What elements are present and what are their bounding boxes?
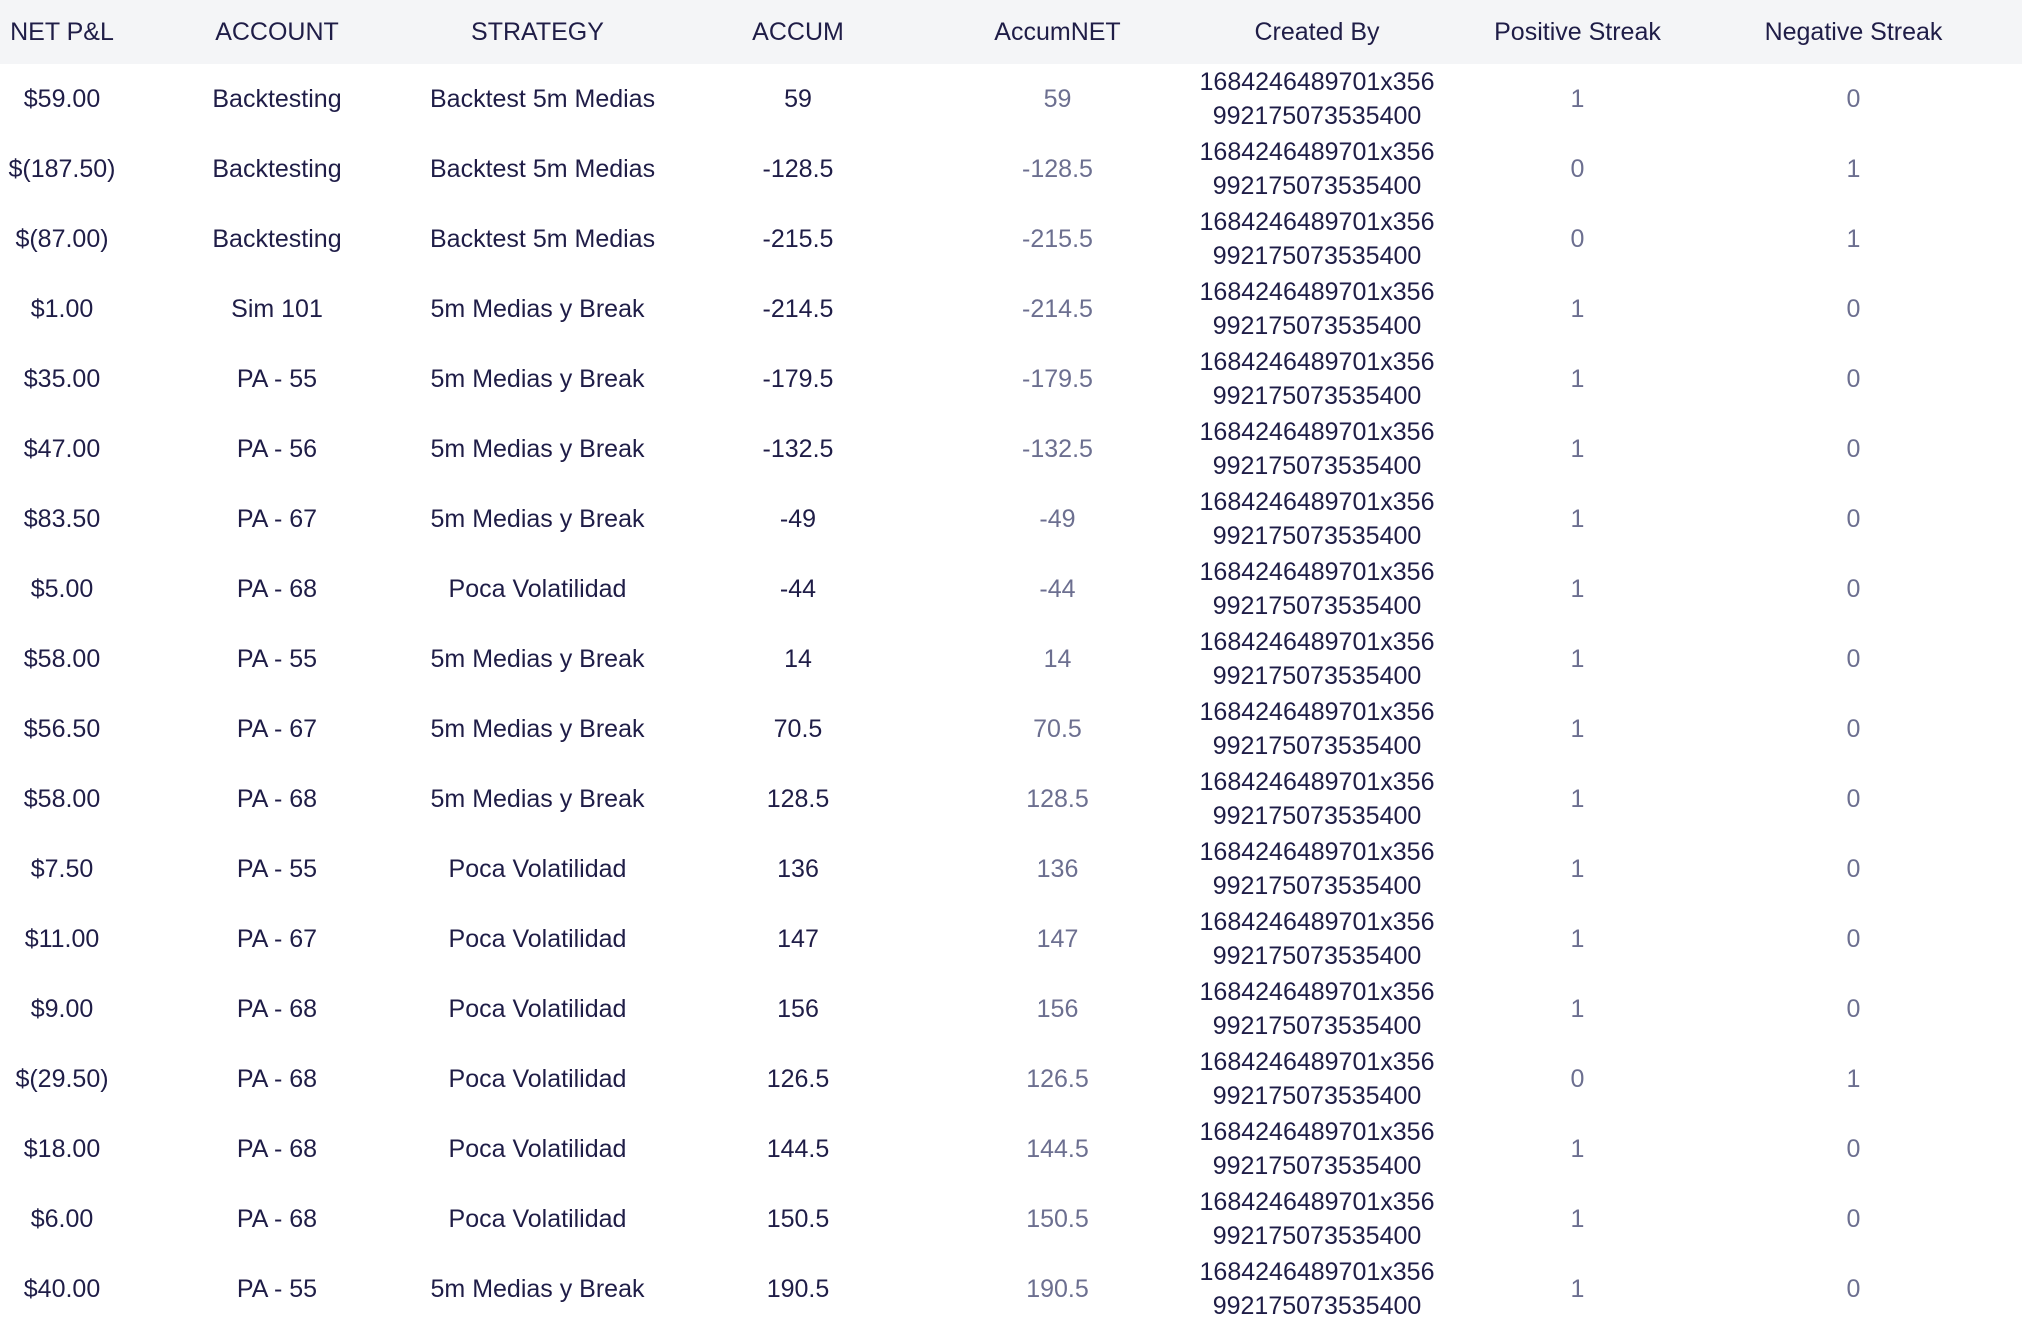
cell-negative-streak: 0 [1846, 504, 1861, 533]
cell-accum: 126.5 [766, 1064, 830, 1093]
cell-accum: 150.5 [766, 1204, 830, 1233]
created-by-line-1: 1684246489701x356 [1199, 68, 1435, 96]
cell-negative-streak: 0 [1846, 574, 1861, 603]
table-row[interactable] [0, 414, 2022, 484]
cell-strategy: 5m Medias y Break [430, 784, 645, 813]
created-by-line-1: 1684246489701x356 [1199, 978, 1435, 1006]
table-row[interactable] [0, 344, 2022, 414]
cell-strategy: Poca Volatilidad [448, 1134, 627, 1163]
cell-accum: -49 [779, 504, 817, 533]
cell-net-pnl: $47.00 [23, 434, 101, 463]
cell-negative-streak: 0 [1846, 1134, 1861, 1163]
cell-account: PA - 56 [236, 434, 318, 463]
cell-accumnet: 144.5 [1026, 1134, 1089, 1163]
cell-created-by [1164, 414, 1470, 484]
created-by-line-1: 1684246489701x356 [1199, 348, 1435, 376]
cell-net-pnl: $11.00 [24, 924, 100, 953]
cell-created-by [1164, 904, 1470, 974]
cell-strategy: 5m Medias y Break [430, 434, 645, 463]
created-by-line-1: 1684246489701x356 [1199, 1188, 1435, 1216]
created-by-line-1: 1684246489701x356 [1199, 208, 1435, 236]
cell-accumnet: 128.5 [1026, 784, 1089, 813]
cell-positive-streak: 1 [1570, 294, 1585, 323]
cell-created-by [1164, 1114, 1470, 1184]
cell-accum: -214.5 [762, 294, 834, 323]
cell-created-by [1164, 344, 1470, 414]
cell-created-by [1164, 624, 1470, 694]
cell-created-by [1164, 764, 1470, 834]
cell-created-by [1164, 1044, 1470, 1114]
cell-accum: -215.5 [762, 224, 834, 253]
cell-accum: 14 [784, 644, 812, 673]
created-by-line-1: 1684246489701x356 [1199, 838, 1435, 866]
cell-created-by [1164, 484, 1470, 554]
cell-positive-streak: 1 [1570, 854, 1585, 883]
cell-accumnet: 70.5 [1033, 714, 1082, 743]
created-by-line-1: 1684246489701x356 [1199, 908, 1435, 936]
cell-accum: 144.5 [766, 1134, 830, 1163]
table-row[interactable] [0, 624, 2022, 694]
cell-net-pnl: $83.50 [23, 504, 101, 533]
table-row[interactable] [0, 904, 2022, 974]
cell-accum: 128.5 [766, 784, 830, 813]
cell-strategy: 5m Medias y Break [430, 1274, 645, 1303]
cell-accumnet: 150.5 [1026, 1204, 1089, 1233]
created-by-line-2: 992175073535400 [1212, 1152, 1422, 1180]
cell-negative-streak: 0 [1846, 644, 1861, 673]
cell-positive-streak: 1 [1570, 644, 1585, 673]
cell-strategy: 5m Medias y Break [430, 644, 645, 673]
cell-positive-streak: 1 [1570, 714, 1585, 743]
cell-accumnet: 14 [1043, 644, 1072, 673]
cell-accum: -132.5 [762, 434, 834, 463]
cell-negative-streak: 0 [1846, 434, 1861, 463]
created-by-line-2: 992175073535400 [1212, 312, 1422, 340]
cell-accum: -44 [779, 574, 817, 603]
created-by-line-1: 1684246489701x356 [1199, 1118, 1435, 1146]
cell-positive-streak: 1 [1570, 994, 1585, 1023]
table-row[interactable] [0, 694, 2022, 764]
created-by-line-2: 992175073535400 [1212, 172, 1422, 200]
created-by-line-2: 992175073535400 [1212, 1222, 1422, 1250]
cell-net-pnl: $40.00 [23, 1274, 101, 1303]
cell-negative-streak: 0 [1846, 784, 1861, 813]
cell-strategy: 5m Medias y Break [430, 364, 645, 393]
created-by-line-2: 992175073535400 [1212, 942, 1422, 970]
created-by-line-2: 992175073535400 [1212, 592, 1422, 620]
created-by-line-2: 992175073535400 [1212, 732, 1422, 760]
cell-negative-streak: 1 [1846, 154, 1861, 183]
table-header [0, 0, 2022, 64]
cell-accumnet: 126.5 [1026, 1064, 1089, 1093]
created-by-line-1: 1684246489701x356 [1199, 768, 1435, 796]
cell-created-by [1164, 834, 1470, 904]
column-header-negative-streak[interactable]: Negative Streak [1764, 17, 1943, 46]
cell-negative-streak: 0 [1846, 854, 1861, 883]
table-row[interactable] [0, 484, 2022, 554]
cell-accumnet: 59 [1043, 84, 1072, 113]
cell-positive-streak: 0 [1570, 224, 1585, 253]
cell-account: PA - 55 [236, 644, 318, 673]
created-by-line-1: 1684246489701x356 [1199, 628, 1435, 656]
cell-created-by [1164, 694, 1470, 764]
table-row[interactable] [0, 1254, 2022, 1324]
cell-accumnet: -49 [1039, 504, 1076, 533]
table-row[interactable] [0, 274, 2022, 344]
cell-net-pnl: $9.00 [30, 994, 94, 1023]
created-by-line-2: 992175073535400 [1212, 1292, 1422, 1320]
created-by-line-2: 992175073535400 [1212, 242, 1422, 270]
table-row[interactable] [0, 204, 2022, 274]
cell-account: PA - 68 [236, 1204, 318, 1233]
created-by-line-1: 1684246489701x356 [1199, 558, 1435, 586]
cell-accumnet: 147 [1036, 924, 1079, 953]
created-by-line-1: 1684246489701x356 [1199, 488, 1435, 516]
cell-positive-streak: 1 [1570, 84, 1585, 113]
cell-created-by [1164, 974, 1470, 1044]
cell-accumnet: -215.5 [1022, 224, 1093, 253]
cell-created-by [1164, 274, 1470, 344]
header-row [0, 0, 2022, 64]
cell-account: Backtesting [212, 154, 342, 183]
cell-negative-streak: 0 [1846, 924, 1861, 953]
cell-negative-streak: 0 [1846, 364, 1861, 393]
cell-strategy: Backtest 5m Medias [430, 84, 656, 113]
cell-net-pnl: $59.00 [23, 84, 101, 113]
cell-account: Sim 101 [231, 294, 323, 323]
cell-strategy: 5m Medias y Break [430, 714, 645, 743]
cell-account: PA - 68 [236, 784, 318, 813]
column-header-strategy[interactable]: STRATEGY [471, 17, 604, 46]
cell-positive-streak: 1 [1570, 574, 1585, 603]
cell-account: Backtesting [212, 84, 342, 113]
cell-strategy: Poca Volatilidad [448, 994, 627, 1023]
cell-accumnet: 156 [1036, 994, 1079, 1023]
cell-account: PA - 68 [236, 574, 318, 603]
cell-created-by [1164, 204, 1470, 274]
created-by-line-1: 1684246489701x356 [1199, 1048, 1435, 1076]
cell-accum: 156 [777, 994, 819, 1023]
cell-strategy: Poca Volatilidad [448, 854, 627, 883]
cell-created-by [1164, 1184, 1470, 1254]
cell-strategy: 5m Medias y Break [430, 294, 645, 323]
created-by-line-1: 1684246489701x356 [1199, 1258, 1435, 1286]
cell-account: PA - 67 [236, 714, 318, 743]
created-by-line-1: 1684246489701x356 [1199, 278, 1435, 306]
cell-strategy: Poca Volatilidad [448, 1204, 627, 1233]
cell-accum: -128.5 [762, 154, 834, 183]
cell-strategy: Poca Volatilidad [448, 1064, 627, 1093]
created-by-line-2: 992175073535400 [1212, 872, 1422, 900]
cell-account: PA - 68 [236, 1134, 318, 1163]
cell-account: PA - 55 [236, 854, 318, 883]
cell-positive-streak: 1 [1570, 1274, 1585, 1303]
cell-net-pnl: $5.00 [30, 574, 94, 603]
cell-positive-streak: 0 [1570, 1064, 1585, 1093]
created-by-line-2: 992175073535400 [1212, 102, 1422, 130]
cell-account: PA - 55 [236, 1274, 318, 1303]
column-header-created-by[interactable]: Created By [1254, 17, 1380, 46]
cell-positive-streak: 1 [1570, 1204, 1585, 1233]
cell-positive-streak: 1 [1570, 924, 1585, 953]
cell-accumnet: -44 [1039, 574, 1076, 603]
table-row[interactable] [0, 1044, 2022, 1114]
cell-net-pnl: $6.00 [30, 1204, 94, 1233]
cell-strategy: 5m Medias y Break [430, 504, 645, 533]
created-by-line-2: 992175073535400 [1212, 452, 1422, 480]
cell-created-by [1164, 64, 1470, 134]
cell-accum: 59 [784, 84, 812, 113]
cell-created-by [1164, 1254, 1470, 1324]
cell-accumnet: -214.5 [1022, 294, 1093, 323]
cell-account: PA - 67 [236, 924, 318, 953]
cell-account: PA - 55 [236, 364, 318, 393]
cell-account: PA - 68 [236, 994, 318, 1023]
cell-net-pnl: $56.50 [23, 714, 101, 743]
column-header-account[interactable]: ACCOUNT [215, 17, 339, 46]
cell-accumnet: -179.5 [1022, 364, 1093, 393]
cell-account: PA - 67 [236, 504, 318, 533]
cell-net-pnl: $18.00 [23, 1134, 101, 1163]
cell-net-pnl: $7.50 [30, 854, 94, 883]
cell-strategy: Poca Volatilidad [448, 924, 627, 953]
cell-negative-streak: 0 [1846, 714, 1861, 743]
cell-created-by [1164, 134, 1470, 204]
cell-net-pnl: $58.00 [23, 644, 101, 673]
created-by-line-2: 992175073535400 [1212, 522, 1422, 550]
cell-accum: 190.5 [766, 1274, 830, 1303]
created-by-line-1: 1684246489701x356 [1199, 418, 1435, 446]
cell-accumnet: -128.5 [1022, 154, 1093, 183]
cell-accumnet: 136 [1036, 854, 1079, 883]
created-by-line-2: 992175073535400 [1212, 802, 1422, 830]
table-row[interactable] [0, 64, 2022, 134]
created-by-line-2: 992175073535400 [1212, 1012, 1422, 1040]
table-row[interactable] [0, 134, 2022, 204]
column-header-accum[interactable]: ACCUM [752, 17, 844, 46]
cell-net-pnl: $(187.50) [8, 154, 116, 183]
created-by-line-1: 1684246489701x356 [1199, 138, 1435, 166]
table-body [0, 64, 2022, 1324]
cell-negative-streak: 0 [1846, 1204, 1861, 1233]
created-by-line-1: 1684246489701x356 [1199, 698, 1435, 726]
cell-account: PA - 68 [236, 1064, 318, 1093]
cell-accum: 136 [777, 854, 819, 883]
cell-net-pnl: $(29.50) [15, 1064, 109, 1093]
cell-net-pnl: $58.00 [23, 784, 101, 813]
cell-net-pnl: $(87.00) [15, 224, 109, 253]
cell-strategy: Backtest 5m Medias [430, 224, 656, 253]
cell-negative-streak: 0 [1846, 994, 1861, 1023]
cell-negative-streak: 1 [1846, 1064, 1861, 1093]
created-by-line-2: 992175073535400 [1212, 662, 1422, 690]
cell-positive-streak: 1 [1570, 434, 1585, 463]
created-by-line-2: 992175073535400 [1212, 1082, 1422, 1110]
table-row[interactable] [0, 834, 2022, 904]
cell-positive-streak: 1 [1570, 364, 1585, 393]
cell-accum: 70.5 [773, 714, 823, 743]
cell-net-pnl: $35.00 [23, 364, 101, 393]
column-header-positive-streak[interactable]: Positive Streak [1494, 17, 1661, 46]
cell-positive-streak: 1 [1570, 784, 1585, 813]
cell-strategy: Poca Volatilidad [448, 574, 627, 603]
cell-accum: 147 [777, 924, 819, 953]
table-row[interactable] [0, 1114, 2022, 1184]
created-by-line-2: 992175073535400 [1212, 382, 1422, 410]
cell-negative-streak: 0 [1846, 1274, 1861, 1303]
cell-net-pnl: $1.00 [30, 294, 94, 323]
cell-negative-streak: 1 [1846, 224, 1861, 253]
column-header-net-pnl[interactable]: NET P&L [10, 17, 114, 46]
cell-positive-streak: 1 [1570, 504, 1585, 533]
cell-accum: -179.5 [762, 364, 834, 393]
cell-positive-streak: 0 [1570, 154, 1585, 183]
cell-positive-streak: 1 [1570, 1134, 1585, 1163]
table-row[interactable] [0, 1184, 2022, 1254]
table-row[interactable] [0, 974, 2022, 1044]
table-row[interactable] [0, 764, 2022, 834]
cell-account: Backtesting [212, 224, 342, 253]
column-header-accumnet[interactable]: AccumNET [994, 17, 1121, 46]
cell-accumnet: 190.5 [1026, 1274, 1089, 1303]
cell-accumnet: -132.5 [1022, 434, 1093, 463]
cell-created-by [1164, 554, 1470, 624]
cell-strategy: Backtest 5m Medias [430, 154, 656, 183]
cell-negative-streak: 0 [1846, 294, 1861, 323]
table-row[interactable] [0, 554, 2022, 624]
cell-negative-streak: 0 [1846, 84, 1861, 113]
